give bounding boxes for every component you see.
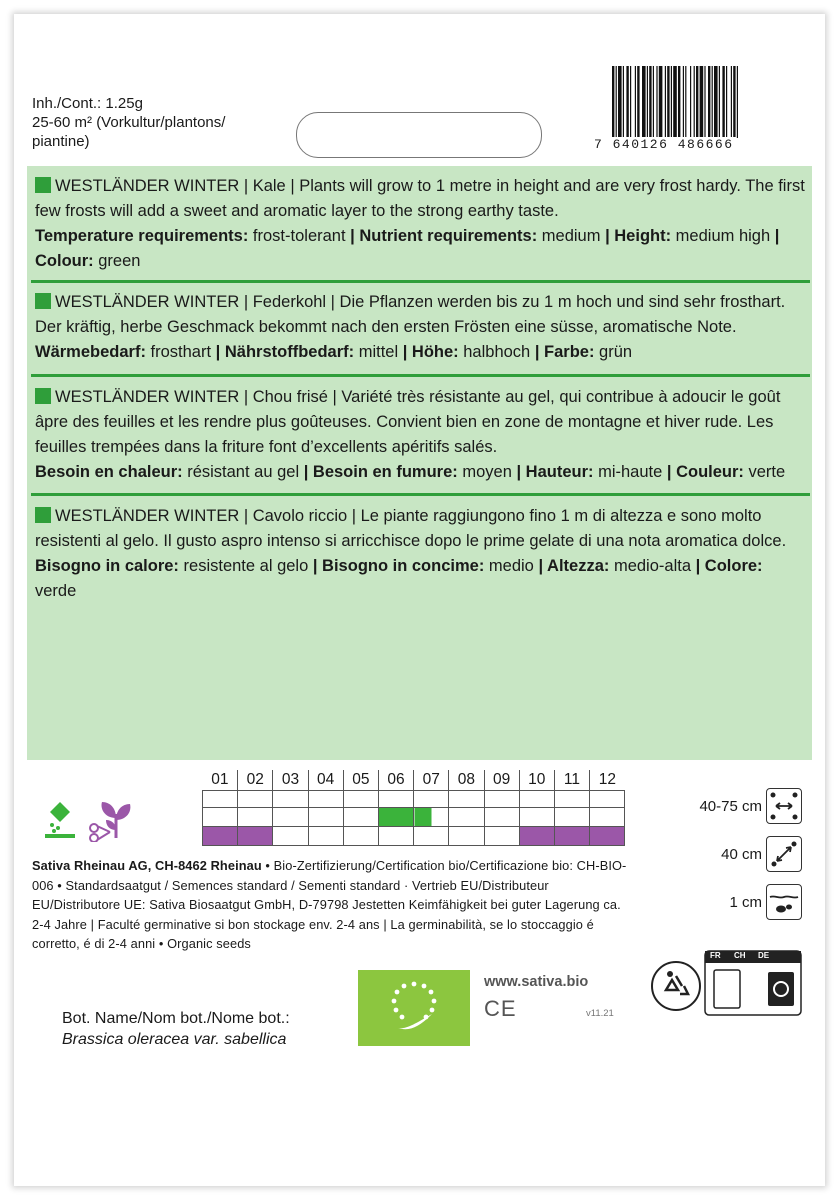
version-label: v11.21 [586, 1008, 614, 1019]
harvest-icon [86, 796, 138, 842]
contents-area-cont: piantine) [32, 133, 90, 150]
month-label: 04 [308, 770, 343, 791]
req-value: medio [484, 557, 539, 575]
barcode-bar [726, 66, 727, 138]
req-label: | Colour: [35, 227, 780, 270]
bin-label-fr: FR [710, 951, 721, 960]
desc-french [35, 385, 806, 485]
req-value: halbhoch [458, 343, 535, 361]
barcode-bar [623, 66, 624, 138]
harvest-period-cell [554, 827, 589, 846]
ce-mark: CE [484, 996, 517, 1021]
barcode-bar [722, 66, 724, 138]
desc-text: WESTLÄNDER WINTER | Federkohl | Die Pflanzen werden bis zu 1 m hoch und sind sehr frosthart. Der kräftig, herbe Geschmack bekommt nach den ersten Frösten eine süsse, aromatische Note. [35, 293, 786, 336]
req-label: | Bisogno in concime: [312, 557, 485, 575]
plant-spacing: 40 cm [721, 846, 762, 863]
month-label: 07 [414, 770, 449, 791]
desc-text: WESTLÄNDER WINTER | Kale | Plants will grow to 1 metre in height and are very frost hardy. The first few frosts will add a sweet and aromatic layer to the strong earthy taste. [35, 177, 805, 220]
req-value: frosthart [145, 343, 216, 361]
barcode-bar [667, 66, 669, 138]
desc-english [35, 174, 806, 274]
req-value: medio-alta [609, 557, 696, 575]
req-label: Bisogno in calore: [35, 557, 179, 575]
month-label: 12 [590, 770, 625, 791]
req-value: grün [594, 343, 633, 361]
month-label: 06 [378, 770, 413, 791]
req-value: mi-haute [593, 463, 667, 481]
month-label: 09 [484, 770, 519, 791]
separator [31, 493, 810, 496]
req-label: Wärmebedarf: [35, 343, 146, 361]
req-label: | Höhe: [402, 343, 459, 361]
barcode-bar [649, 66, 651, 138]
barcode-bar [696, 66, 698, 138]
req-label: | Besoin en fumure: [303, 463, 458, 481]
harvest-period-cell [590, 827, 625, 846]
ean-number: 7 640126 486666 [594, 137, 734, 152]
req-value: verte [743, 463, 786, 481]
certification-text: • Bio-Zertifizierung/Certification bio/Certificazione bio: CH-BIO-006 • Standardsaatgut / Semences standard / Sementi standard · Vertrieb EU/Distributeur EU/Distributore UE: Sativa Biosaatgut GmbH, D-79798 Jestetten Keimfähigkeit bei guter Lagerung ca. 2-4 Jahre | Faculté germinative si bon stockage env. 2-4 ans | La germinabilità, se lo stoccaggio é corretto, é di 2-4 anni • Organic seeds [32, 858, 627, 951]
bin-label-ch: CH [734, 951, 746, 960]
req-label: | Nährstoffbedarf: [215, 343, 355, 361]
contents-area: 25-60 m² (Vorkultur/plantons/ [32, 114, 226, 131]
botanical-name-block [62, 1008, 290, 1050]
req-value: verde [35, 582, 77, 600]
harvest-period-cell [519, 827, 554, 846]
desc-italian [35, 504, 806, 604]
contents-weight: Inh./Cont.: 1.25g [32, 95, 143, 112]
req-label: | Hauteur: [516, 463, 594, 481]
barcode-bar [712, 66, 713, 138]
barcode-bar [719, 66, 720, 138]
row-spacing: 40-75 cm [699, 798, 762, 815]
harvest-period-cell [238, 827, 273, 846]
barcode-bar [671, 66, 672, 138]
barcode-bar [737, 66, 738, 138]
sowing-depth-icon [766, 884, 802, 920]
barcode-bar [685, 66, 686, 138]
barcode-bar [653, 66, 654, 138]
separator [31, 280, 810, 283]
barcode-bar [673, 66, 677, 138]
month-label: 08 [449, 770, 484, 791]
description-panel [27, 166, 812, 760]
barcode-bar [618, 66, 622, 138]
sowing-calendar [202, 770, 625, 846]
req-value: frost-tolerant [248, 227, 351, 245]
barcode-bar [656, 66, 657, 138]
month-label: 10 [519, 770, 554, 791]
req-label: | Couleur: [666, 463, 744, 481]
harvest-period-cell [203, 827, 238, 846]
contents-info [32, 94, 272, 151]
barcode-bar [612, 66, 614, 138]
barcode-bar [700, 66, 704, 138]
barcode-bar [714, 66, 718, 138]
website-link[interactable]: www.sativa.bio [484, 974, 589, 990]
barcode-bar [637, 66, 639, 138]
hang-hole [296, 112, 542, 158]
row-spacing-icon [766, 788, 802, 824]
green-square-icon [35, 293, 51, 309]
barcode-bar [642, 66, 646, 138]
req-value: résistant au gel [182, 463, 304, 481]
barcode-bar [678, 66, 680, 138]
req-value: medium [537, 227, 606, 245]
req-label: Besoin en chaleur: [35, 463, 183, 481]
separator [31, 374, 810, 377]
month-label: 05 [343, 770, 378, 791]
company-name: Sativa Rheinau AG, CH-8462 Rheinau [32, 858, 262, 873]
barcode-bar [694, 66, 695, 138]
bin-label-de: DE [758, 951, 770, 960]
req-label: | Altezza: [538, 557, 610, 575]
barcode-bar [630, 66, 631, 138]
sowing-depth: 1 cm [729, 894, 762, 911]
req-label: | Colore: [695, 557, 763, 575]
barcode-bar [665, 66, 666, 138]
eu-organic-logo [358, 970, 470, 1046]
month-label: 11 [554, 770, 589, 791]
barcode-bar [647, 66, 648, 138]
desc-german [35, 290, 806, 365]
month-label: 02 [238, 770, 273, 791]
plant-spacing-icon [766, 836, 802, 872]
green-square-icon [35, 388, 51, 404]
req-value: moyen [457, 463, 517, 481]
barcode-bar [690, 66, 691, 138]
req-value: medium high [671, 227, 775, 245]
barcode-bar [683, 66, 684, 138]
req-value: resistente al gelo [178, 557, 313, 575]
barcode-bar [731, 66, 732, 138]
barcode-bar [704, 66, 705, 138]
req-label: Temperature requirements: [35, 227, 249, 245]
sowing-period-cell [414, 808, 449, 827]
req-label: | Farbe: [534, 343, 595, 361]
bot-name: Brassica oleracea var. sabellica [62, 1031, 287, 1048]
barcode-bar [733, 66, 735, 138]
req-value: mittel [354, 343, 403, 361]
barcode-bar [635, 66, 636, 138]
bot-label: Bot. Name/Nom bot./Nome bot.: [62, 1010, 290, 1027]
req-label: | Nutrient requirements: [350, 227, 538, 245]
sowing-icon [42, 798, 80, 840]
recycle-icon [650, 960, 702, 1012]
barcode-bar [616, 66, 617, 138]
green-square-icon [35, 507, 51, 523]
desc-text: WESTLÄNDER WINTER | Chou frisé | Variété très résistante au gel, qui contribue à adoucir le goût âpre des feuilles et les rendre plus goûteuses. Convient bien en zone de montagne et hiver rude. Les feuilles trempées dans la friture font d’excellents apéritifs salés. [35, 388, 781, 456]
month-label: 03 [273, 770, 308, 791]
req-value: green [93, 252, 141, 270]
barcode-bar [626, 66, 628, 138]
disposal-info [704, 950, 802, 1016]
desc-text: WESTLÄNDER WINTER | Cavolo riccio | Le piante raggiungono fino 1 m di altezza e sono molto resistenti al gelo. Il gusto aspro intenso si arricchisce dopo le prime gelate di una nota aromatica dolce. [35, 507, 787, 550]
sowing-period-cell [378, 808, 413, 827]
month-label: 01 [203, 770, 238, 791]
barcode-bar [659, 66, 663, 138]
green-square-icon [35, 177, 51, 193]
barcode-bar [708, 66, 710, 138]
company-info [32, 856, 632, 954]
req-label: | Height: [605, 227, 672, 245]
